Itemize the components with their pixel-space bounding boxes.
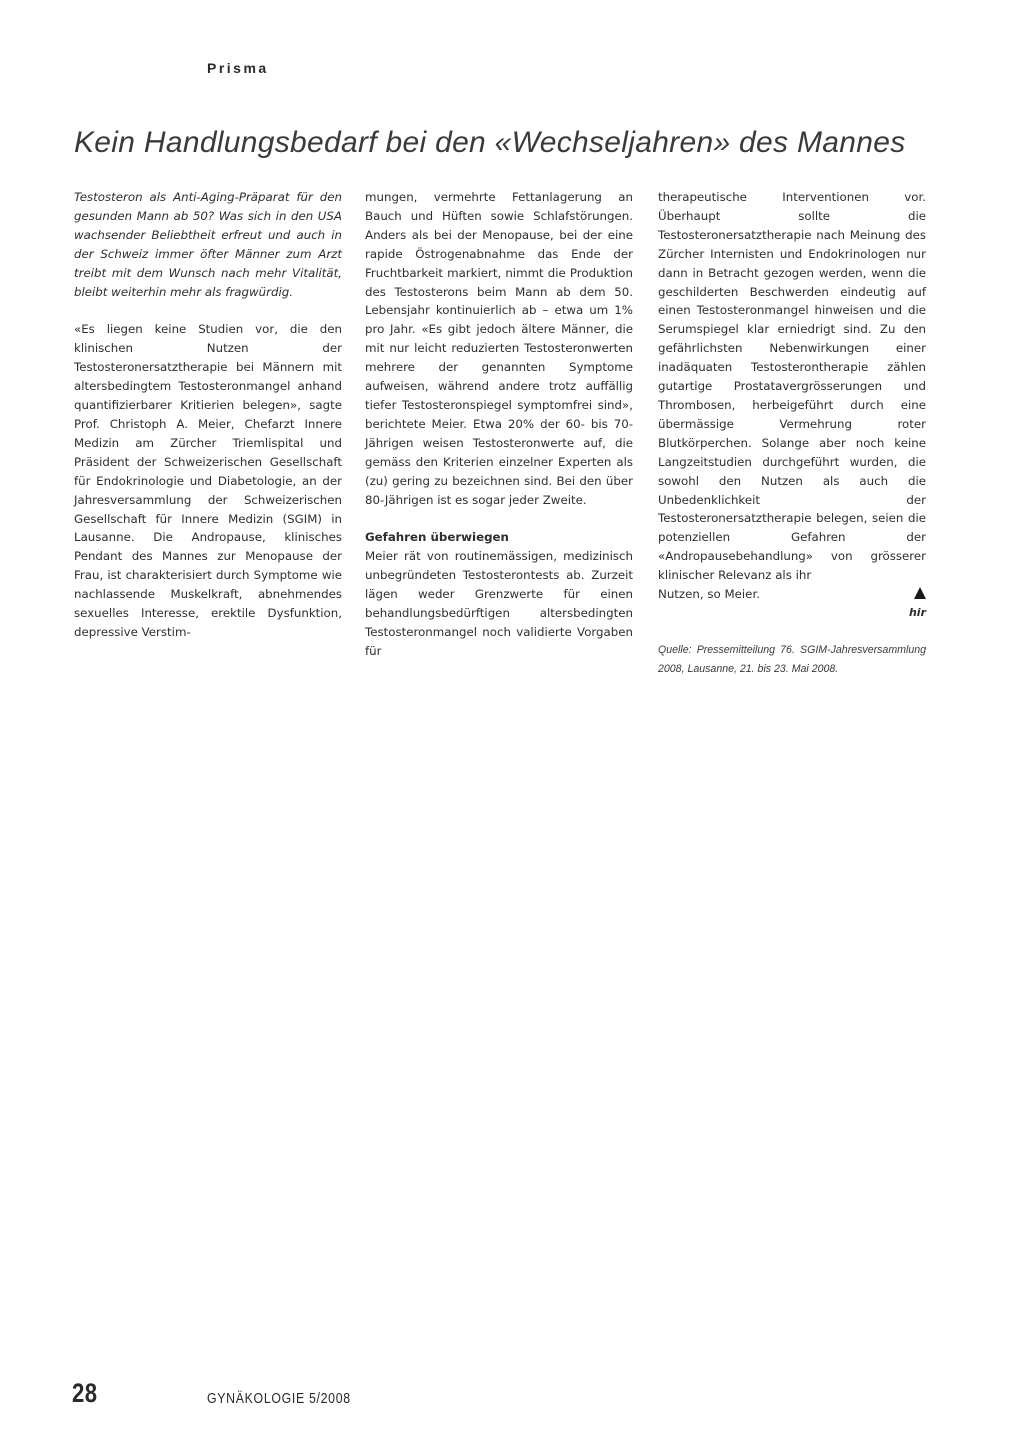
subheading: Gefahren überwiegen (365, 530, 509, 545)
article-lead: Testosteron als Anti-Aging-Präparat für den gesunden Mann ab 50? Was sich in den USA wachsender Beliebtheit erfreut und auch in der Schweiz immer öfter Männer zum Arzt treibt mit dem Wunsch nach mehr Vitalität, bleibt weiterhin mehr als fragwürdig. (74, 190, 342, 299)
body-paragraph: therapeutische Interventionen vor. Überhaupt sollte die Testosteronersatztherapie nach Meinung des Zürcher Internisten und Endokrinologen nur dann in Betracht gezogen werden, wenn die geschilderten Beschwerden eindeutig auf einen Testosteronmangel hinweisen und die Serumspiegel klar erniedrigt sind. Zu den gefährlichsten Nebenwirkungen einer inadäquaten Testosterontherapie zählen gutartige Prostatavergrösserungen und Thrombosen, herbeigeführt durch eine übermässige Vermehrung roter Blutkörperchen. Solange aber noch keine Langzeitstudien durchgeführt wurden, die sowohl den Nutzen als auch die Unbedenklichkeit der Testosteronersatztherapie belegen, seien die potenziellen Gefahren der «Andropausebehandlung» von grösserer klinischer Relevanz als ihr (658, 190, 926, 583)
source-note: Quelle: Pressemitteilung 76. SGIM-Jahresversammlung 2008, Lausanne, 21. bis 23. Mai 2008. (658, 643, 926, 675)
end-of-article-triangle-icon (914, 587, 926, 599)
column-3 (658, 188, 926, 679)
article-title: Kein Handlungsbedarf bei den «Wechseljahren» des Mannes (74, 126, 906, 159)
paragraph-gap (365, 509, 633, 528)
paragraph-gap (74, 301, 342, 320)
closing-text: Nutzen, so Meier. (658, 587, 760, 602)
author-initials: hir (908, 605, 926, 619)
page-number: 28 (72, 1378, 98, 1408)
column-2 (365, 188, 633, 661)
section-label: Prisma (207, 60, 269, 76)
body-paragraph: Meier rät von routinemässigen, medizinisch unbegründeten Testosterontests ab. Zurzeit lägen weder Grenzwerte für einen behandlungsbedürftigen altersbedingten Testosteronmangel noch validierte Vorgaben für (365, 549, 633, 658)
closing-line (658, 585, 926, 604)
column-1 (74, 188, 342, 642)
body-paragraph: «Es liegen keine Studien vor, die den klinischen Nutzen der Testosteronersatztherapie bei Männern mit altersbedingtem Testosteronmangel anhand quantifizierbarer Kritierien belegen», sagte Prof. Christoph A. Meier, Chefarzt Innere Medizin am Zürcher Triemlispital und Präsident der Schweizerischen Gesellschaft für Endokrinologie und Diabetologie, an der Jahresversammlung der Schweizerischen Gesellschaft für Innere Medizin (SGIM) in Lausanne. Die Andropause, klinisches Pendant des Mannes zur Menopause der Frau, ist charakterisiert durch Symptome wie nachlassende Muskelkraft, abnehmendes sexuelles Interesse, erektile Dysfunktion, depressive Verstim- (74, 322, 342, 639)
journal-issue: GYNÄKOLOGIE 5/2008 (207, 1391, 351, 1407)
body-paragraph: mungen, vermehrte Fettanlagerung an Bauch und Hüften sowie Schlafstörungen. Anders als bei der Menopause, bei der eine rapide Östrogenabnahme das Ende der Fruchtbarkeit markiert, nimmt die Produktion des Testosterons beim Mann ab dem 50. Lebensjahr kontinuierlich ab – etwa um 1% pro Jahr. «Es gibt jedoch ältere Männer, die mit nur leicht reduzierten Testosteronwerten mehrere der genannten Symptome aufweisen, während andere trotz auffällig tiefer Testosteronspiegel symptomfrei sind», berichtete Meier. Etwa 20% der 60- bis 70-Jährigen weisen Testosteronwerte auf, die gemäss den Kriterien einzelner Experten als (zu) gering zu bezeichnen sind. Bei den über 80-Jährigen ist es sogar jeder Zweite. (365, 190, 633, 507)
